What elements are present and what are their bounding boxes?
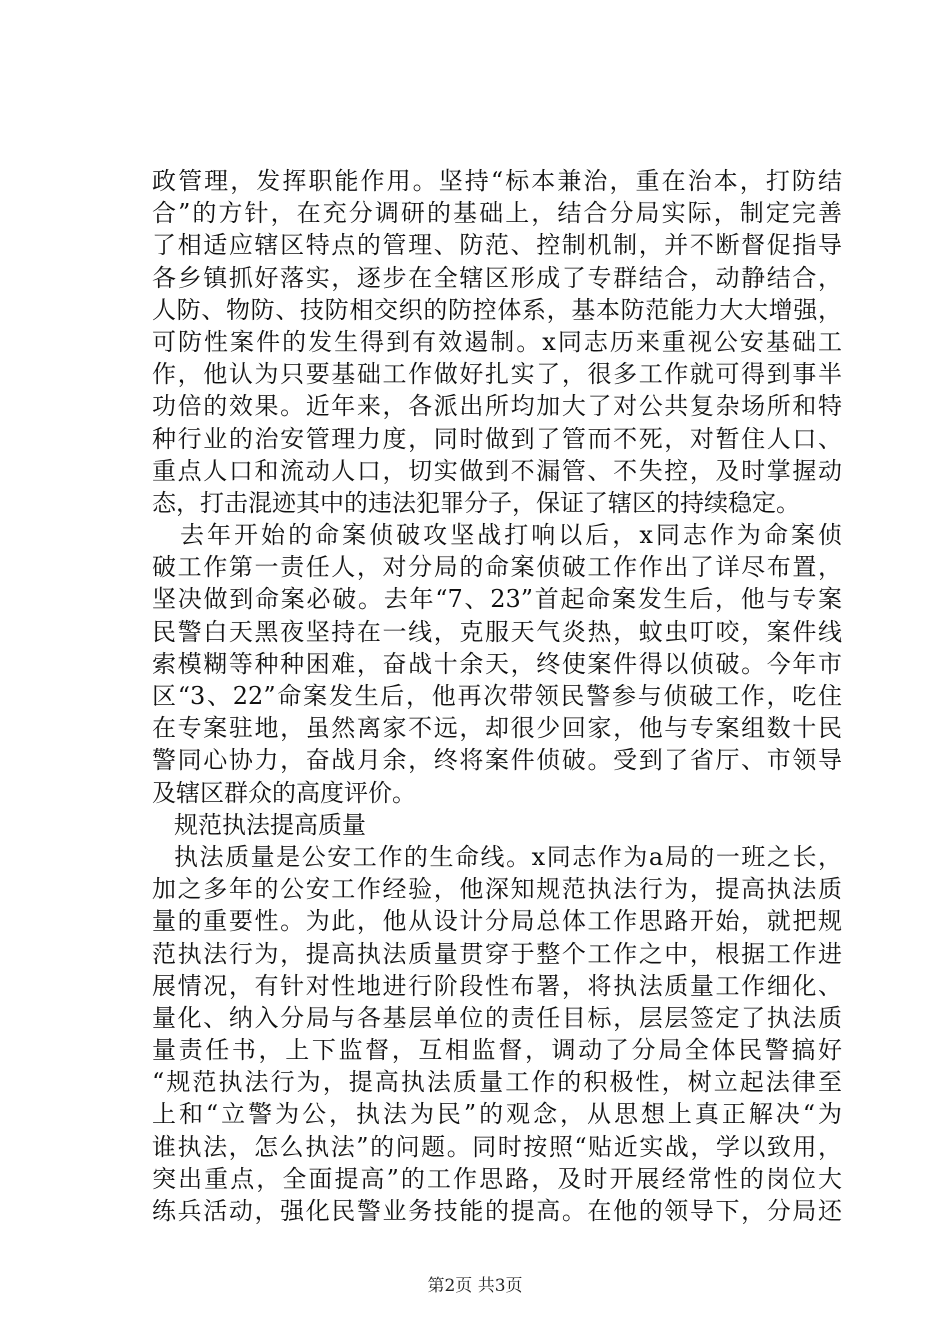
section-heading: 规范执法提高质量 [174, 810, 366, 839]
text-line: 量的重要性。为此，他从设计分局总体工作思路开始，就把规 [152, 907, 842, 936]
text-line: 可防性案件的发生得到有效遏制。x同志历来重视公安基础工 [152, 327, 842, 356]
text-line: 区“3、22”命案发生后，他再次带领民警参与侦破工作，吃住 [152, 682, 842, 710]
text-line: 练兵活动，强化民警业务技能的提高。在他的领导下，分局还 [152, 1197, 842, 1225]
text-line: 突出重点，全面提高”的工作思路，及时开展经常性的岗位大 [152, 1164, 842, 1193]
text-line: 坚决做到命案必破。去年“7、23”首起命案发生后，他与专案 [152, 585, 842, 614]
text-line: 政管理，发挥职能作用。坚持“标本兼治，重在治本，打防结 [152, 167, 842, 195]
text-line: 重点人口和流动人口，切实做到不漏管、不失控，及时掌握动 [152, 456, 842, 485]
text-line: 量化、纳入分局与各基层单位的责任目标，层层签定了执法质 [152, 1003, 842, 1032]
text-line: 索模糊等种种困难，奋战十余天，终使案件得以侦破。今年市 [152, 649, 842, 678]
text-line: 加之多年的公安工作经验，他深知规范执法行为，提高执法质 [152, 875, 842, 904]
text-line: 破工作第一责任人，对分局的命案侦破工作作出了详尽布置， [152, 553, 842, 582]
text-line: 范执法行为，提高执法质量贯穿于整个工作之中，根据工作进 [152, 939, 842, 968]
text-line: 功倍的效果。近年来，各派出所均加大了对公共复杂场所和特 [152, 392, 842, 421]
text-line: 合”的方针，在充分调研的基础上，结合分局实际，制定完善 [152, 199, 842, 228]
text-line: 在专案驻地，虽然离家不远，却很少回家，他与专案组数十民 [152, 714, 842, 743]
text-line: 态，打击混迹其中的违法犯罪分子，保证了辖区的持续稳定。 [152, 488, 800, 517]
text-line: 谁执法，怎么执法”的问题。同时按照“贴近实战，学以致用， [152, 1132, 842, 1161]
text-line: 量责任书，上下监督，互相监督，调动了分局全体民警搞好 [152, 1036, 842, 1065]
text-line: 民警白天黑夜坚持在一线，克服天气炎热，蚊虫叮咬，案件线 [152, 617, 842, 646]
paragraph-start-line: 去年开始的命案侦破攻坚战打响以后，x同志作为命案侦 [180, 521, 842, 550]
text-line: 人防、物防、技防相交织的防控体系，基本防范能力大大增强， [152, 295, 842, 324]
page-footer [0, 1275, 950, 1297]
text-line: 警同心协力，奋战月余，终将案件侦破。受到了省厅、市领导 [152, 746, 842, 775]
text-line: 展情况，有针对性地进行阶段性布署，将执法质量工作细化、 [152, 971, 842, 1000]
text-line: 种行业的治安管理力度，同时做到了管而不死，对暂住人口、 [152, 424, 842, 453]
text-line: 上和“立警为公，执法为民”的观念，从思想上真正解决“为 [152, 1100, 842, 1129]
text-line: “规范执法行为，提高执法质量工作的积极性，树立起法律至 [152, 1068, 842, 1097]
text-line: 及辖区群众的高度评价。 [152, 778, 416, 807]
text-line: 作，他认为只要基础工作做好扎实了，很多工作就可得到事半 [152, 360, 842, 389]
document-body [152, 165, 842, 1227]
paragraph-start-line: 执法质量是公安工作的生命线。x同志作为a局的一班之长， [174, 842, 842, 871]
text-line: 各乡镇抓好落实，逐步在全辖区形成了专群结合，动静结合， [152, 263, 842, 292]
page-number-label: 第2页 共3页 [427, 1276, 523, 1296]
text-line: 了相适应辖区特点的管理、防范、控制机制，并不断督促指导 [152, 231, 842, 260]
